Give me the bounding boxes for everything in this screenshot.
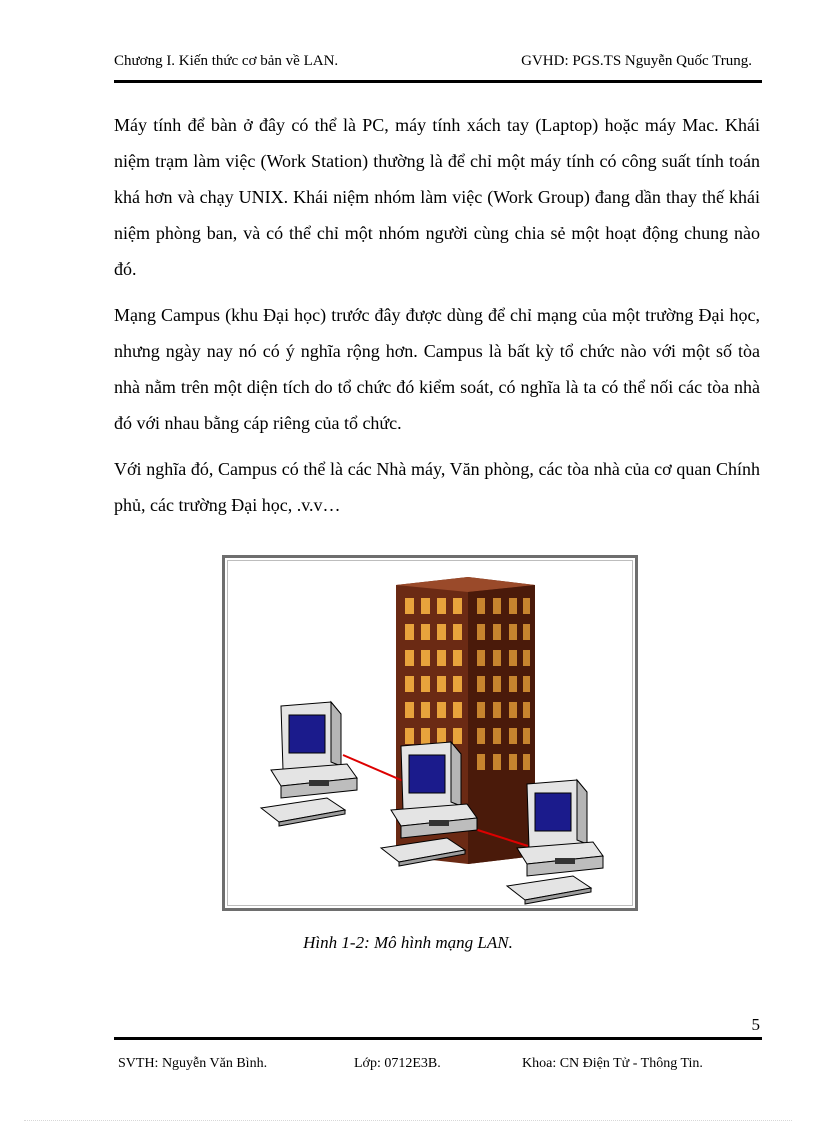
footer-student: SVTH: Nguyễn Văn Bình. xyxy=(118,1056,268,1071)
paragraph: Máy tính để bàn ở đây có thể là PC, máy tính xách tay (Laptop) hoặc máy Mac. Khái niệm trạm làm việc (Work Station) thường là để chỉ một máy tính có công suất tính toán khá hơn và chạy UNIX. Khái niệm nhóm làm việc (Work Group) đang dần thay thế khái niệm phòng ban, và có thể chỉ một nhóm người cùng chia sẻ một hoạt động chung nào đó. xyxy=(114,115,760,279)
page-number: 5 xyxy=(751,1015,760,1034)
lan-diagram-illustration xyxy=(225,558,635,908)
header-chapter-title: Chương I. Kiến thức cơ bản về LAN. xyxy=(114,53,339,69)
figure-caption: Hình 1-2: Mô hình mạng LAN. xyxy=(303,933,513,952)
desktop-computer-icon xyxy=(261,702,357,826)
body-text xyxy=(114,107,760,533)
header-divider xyxy=(114,80,762,83)
paragraph: Mạng Campus (khu Đại học) trước đây được dùng để chỉ mạng của một trường Đại học, nhưng ngày nay nó có ý nghĩa rộng hơn. Campus là bất kỳ tổ chức nào với một số tòa nhà nằm trên một diện tích do tổ chức đó kiểm soát, có nghĩa là ta có thể nối các tòa nhà đó với nhau bằng cáp riêng của tổ chức. xyxy=(114,305,760,433)
footer-divider xyxy=(114,1037,762,1040)
page-bottom-border xyxy=(24,1120,792,1121)
lan-diagram-figure xyxy=(222,555,638,911)
header-advisor: GVHD: PGS.TS Nguyễn Quốc Trung. xyxy=(521,53,752,69)
footer-faculty: Khoa: CN Điện Tử - Thông Tin. xyxy=(522,1056,703,1071)
footer-class: Lớp: 0712E3B. xyxy=(354,1056,441,1071)
paragraph: Với nghĩa đó, Campus có thể là các Nhà máy, Văn phòng, các tòa nhà của cơ quan Chính phủ, các trường Đại học, .v.v… xyxy=(114,459,760,515)
